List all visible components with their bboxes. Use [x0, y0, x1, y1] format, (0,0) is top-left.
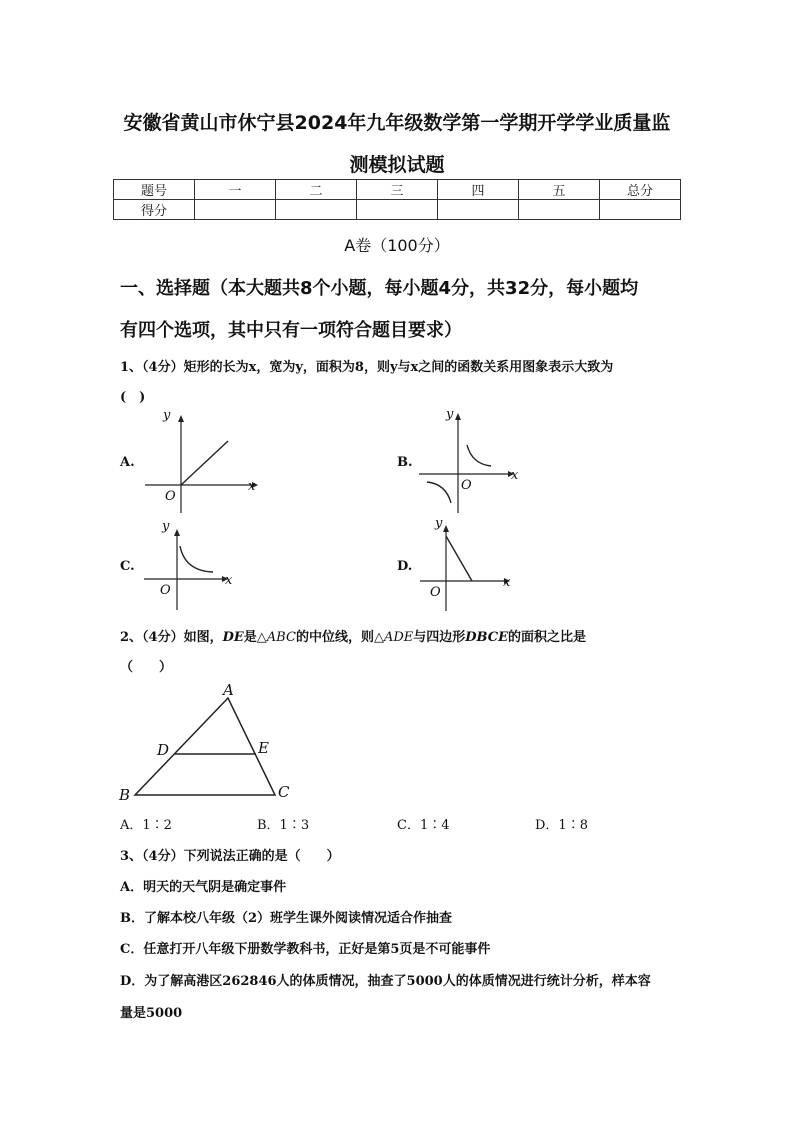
origin-label: O: [160, 583, 171, 598]
q2-option-c[interactable]: C．1∶4: [397, 818, 450, 833]
origin-label: O: [430, 585, 441, 600]
score-header-cell: 题号: [114, 180, 195, 200]
exam-title-line2: 测模拟试题: [349, 154, 445, 176]
y-arrow-icon: [178, 415, 184, 422]
q2-stem-pre: 2、（4分）如图，: [120, 630, 223, 645]
q1-graph-b: [416, 405, 536, 515]
score-row-label: 得分: [114, 200, 195, 220]
q2-option-b[interactable]: B．1∶3: [257, 818, 310, 833]
q3-option-d-continued: 量是5000: [120, 1006, 183, 1021]
y-axis-label: y: [446, 407, 454, 422]
volume-label: A卷（100分）: [344, 236, 450, 255]
q3-stem: 3、（4分）下列说法正确的是（ ）: [120, 849, 340, 864]
x-axis-label: x: [248, 479, 256, 494]
q1-graph-a: [140, 408, 260, 518]
q1-graph-d: [416, 513, 526, 613]
score-header-cell: 一: [195, 180, 276, 200]
score-cell[interactable]: [357, 200, 438, 220]
origin-label: O: [165, 489, 176, 504]
section1-heading-line1: 一、选择题（本大题共8个小题，每小题4分，共32分，每小题均: [120, 278, 639, 299]
q2-stem: [120, 626, 586, 645]
q2-dbce: DBCE: [465, 630, 509, 645]
y-arrow-icon: [455, 413, 461, 420]
vertex-label-e: E: [258, 739, 269, 757]
score-cell[interactable]: [276, 200, 357, 220]
vertex-label-b: B: [119, 786, 131, 804]
vertex-label-a: A: [223, 681, 234, 699]
score-cell[interactable]: [600, 200, 681, 220]
y-arrow-icon: [443, 525, 449, 532]
x-axis-label: x: [225, 573, 233, 588]
vertex-label-c: C: [278, 783, 290, 801]
q2-answer-paren: （ ）: [120, 660, 173, 675]
q2-stem-mid1: 是: [243, 630, 257, 645]
q1-graph-c: [140, 518, 250, 613]
q3-option-c[interactable]: C．任意打开八年级下册数学教科书，正好是第5页是不可能事件: [120, 942, 491, 957]
y-axis-label: y: [163, 408, 171, 423]
q1-option-c-label: C.: [120, 559, 135, 574]
y-axis-label: y: [162, 519, 170, 534]
score-header-cell: 三: [357, 180, 438, 200]
q2-de: DE: [222, 630, 244, 645]
score-cell[interactable]: [195, 200, 276, 220]
q1-option-d-label: D.: [397, 559, 413, 574]
origin-label: O: [461, 478, 472, 493]
triangle-abc: [135, 698, 275, 795]
q2-abc: △ABC: [256, 630, 296, 645]
score-header-cell: 二: [276, 180, 357, 200]
x-axis-label: x: [503, 575, 511, 590]
q2-option-a[interactable]: A．1∶2: [120, 818, 172, 833]
q1-option-b-label: B.: [397, 455, 413, 470]
score-cell[interactable]: [519, 200, 600, 220]
score-header-cell: 四: [438, 180, 519, 200]
q2-option-d[interactable]: D．1∶8: [535, 818, 588, 833]
score-table-score-row: [114, 200, 681, 220]
q1-c-curve: [180, 546, 213, 572]
q3-option-a[interactable]: A．明天的天气阴是确定事件: [120, 880, 287, 895]
score-header-cell: 五: [519, 180, 600, 200]
x-axis-label: x: [511, 468, 519, 483]
score-header-cell: 总分: [600, 180, 681, 200]
score-table-header-row: [114, 180, 681, 200]
q2-stem-mid2: 的中位线，则: [295, 630, 374, 645]
y-axis-label: y: [435, 516, 443, 531]
vertex-label-d: D: [157, 741, 170, 759]
q1-stem: 1、（4分）矩形的长为x，宽为y，面积为8，则y与x之间的函数关系用图象表示大致为: [120, 360, 614, 375]
score-cell[interactable]: [438, 200, 519, 220]
q2-ade: △ADE: [373, 630, 414, 645]
section1-heading-line2: 有四个选项，其中只有一项符合题目要求）: [120, 320, 462, 341]
q1-answer-paren: ( ): [120, 390, 146, 405]
q3-option-b[interactable]: B．了解本校八年级（2）班学生课外阅读情况适合作抽查: [120, 911, 453, 926]
q2-triangle-figure: [113, 680, 313, 805]
q2-stem-mid3: 与四边形: [413, 630, 466, 645]
q3-option-d[interactable]: D．为了解高港区262846人的体质情况，抽查了5000人的体质情况进行统计分析，样本容: [120, 974, 651, 989]
q2-stem-post: 的面积之比是: [508, 630, 587, 645]
y-arrow-icon: [174, 529, 180, 536]
q1-option-a-label: A.: [120, 455, 135, 470]
q1-a-curve: [181, 441, 228, 485]
q1-b-curve-left: [427, 482, 451, 503]
q1-d-line: [446, 536, 472, 581]
score-table: [113, 179, 681, 220]
q1-b-curve-right: [467, 445, 491, 466]
exam-title-line1: 安徽省黄山市休宁县2024年九年级数学第一学期开学学业质量监: [123, 112, 671, 134]
